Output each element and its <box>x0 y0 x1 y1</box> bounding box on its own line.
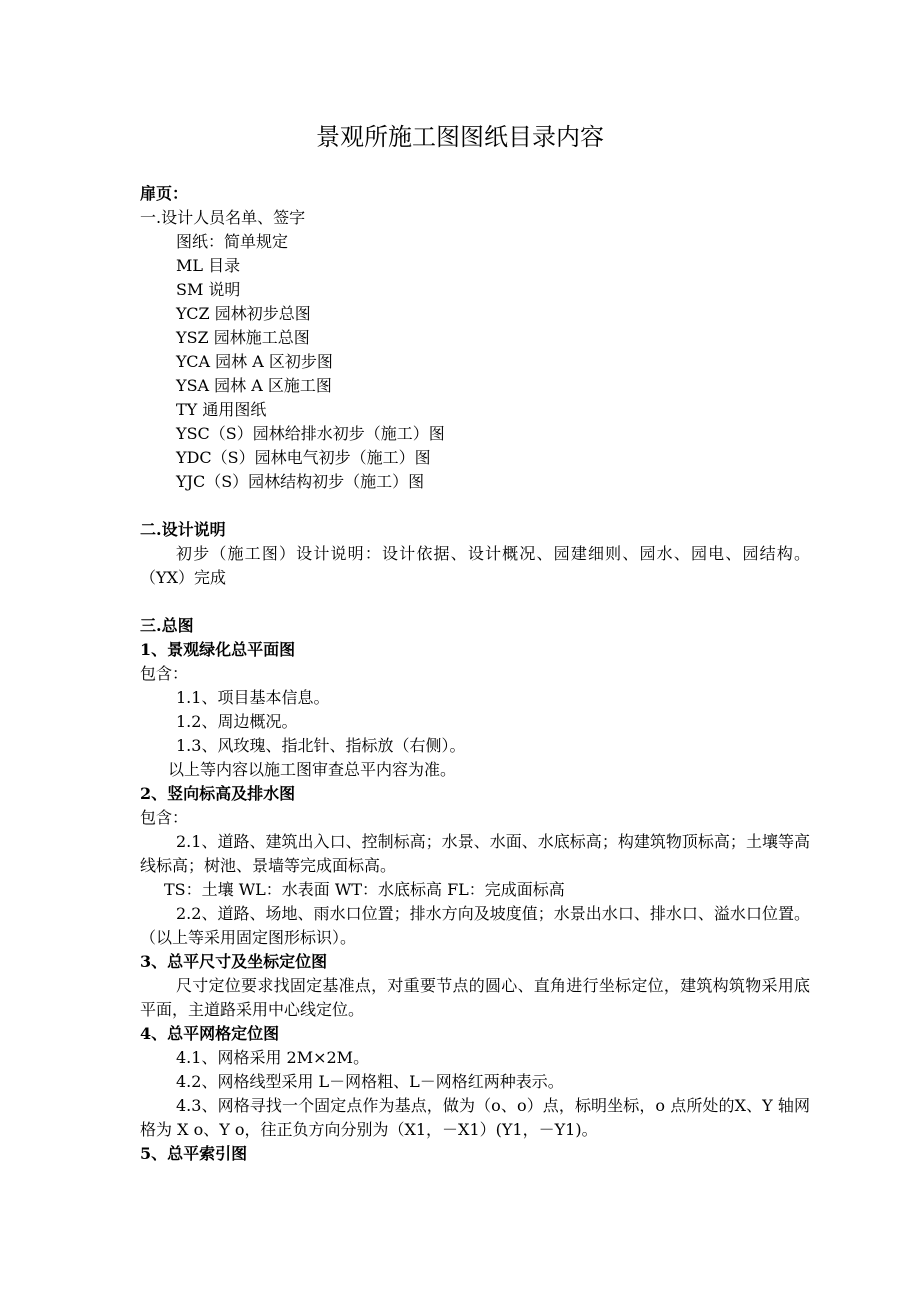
list-item: 1.1、项目基本信息。 <box>176 688 330 707</box>
list-item: YSZ 园林施工总图 <box>176 328 310 347</box>
subsection-2-include: 包含： <box>140 808 189 827</box>
document-body <box>140 182 810 1166</box>
subsection-5-heading: 5、总平索引图 <box>140 1144 248 1163</box>
subsection-4-heading: 4、总平网格定位图 <box>140 1024 280 1043</box>
list-item: YSC（S）园林给排水初步（施工）图 <box>176 424 445 443</box>
list-item: ML 目录 <box>176 256 241 275</box>
list-item: SM 说明 <box>176 280 241 299</box>
subsection-3-heading: 3、总平尺寸及坐标定位图 <box>140 952 328 971</box>
list-item: YDC（S）园林电气初步（施工）图 <box>176 448 431 467</box>
spacer <box>140 590 810 614</box>
section-3-heading: 三.总图 <box>140 616 194 635</box>
subsection-4-paragraph: 4.3、网格寻找一个固定点作为基点，做为（o、o）点，标明坐标，o 点所处的X、Y 轴网格为 X o、Y o，往正负方向分别为（X1，－X1）(Y1，－Y1)。 <box>140 1096 810 1139</box>
list-item: 4.2、网格线型采用 L－网格粗、L－网格红两种表示。 <box>176 1072 564 1091</box>
list-item: 图纸：简单规定 <box>176 232 289 251</box>
subsection-2-paragraph-1: 2.1、道路、建筑出入口、控制标高；水景、水面、水底标高；构建筑物顶标高；土壤等高线标高；树池、景墙等完成面标高。 <box>140 832 810 875</box>
subsection-1-include: 包含： <box>140 664 189 683</box>
list-item: YSA 园林 A 区施工图 <box>176 376 332 395</box>
list-item: 1.2、周边概况。 <box>176 712 298 731</box>
subsection-2-abbreviations: TS：土壤 WL：水表面 WT：水底标高 FL：完成面标高 <box>164 880 565 899</box>
subsection-2-paragraph-2: 2.2、道路、场地、雨水口位置；排水方向及坡度值；水景出水口、排水口、溢水口位置。（以上等采用固定图形标识）。 <box>140 904 810 947</box>
list-item: 1.3、风玫瑰、指北针、指标放（右侧）。 <box>176 736 466 755</box>
subsection-1-heading: 1、景观绿化总平面图 <box>140 640 296 659</box>
spacer <box>140 494 810 518</box>
section-2-heading: 二.设计说明 <box>140 520 226 539</box>
subsection-3-paragraph: 尺寸定位要求找固定基准点，对重要节点的圆心、直角进行坐标定位，建筑构筑物采用底平面，主道路采用中心线定位。 <box>140 976 810 1019</box>
list-item: TY 通用图纸 <box>176 400 267 419</box>
section-1-heading: 一.设计人员名单、签字 <box>140 208 306 227</box>
subsection-2-heading: 2、竖向标高及排水图 <box>140 784 296 803</box>
page-title: 景观所施工图图纸目录内容 <box>316 123 604 151</box>
subsection-1-note: 以上等内容以施工图审查总平内容为准。 <box>168 760 457 779</box>
list-item: YCZ 园林初步总图 <box>176 304 311 323</box>
section-title-cover: 扉页： <box>140 184 189 203</box>
list-item: YJC（S）园林结构初步（施工）图 <box>176 472 425 491</box>
section-2-paragraph: 初步（施工图）设计说明：设计依据、设计概况、园建细则、园水、园电、园结构。 （YX）完成 <box>140 544 810 587</box>
list-item: 4.1、网格采用 2M×2M。 <box>176 1048 370 1067</box>
list-item: YCA 园林 A 区初步图 <box>176 352 333 371</box>
